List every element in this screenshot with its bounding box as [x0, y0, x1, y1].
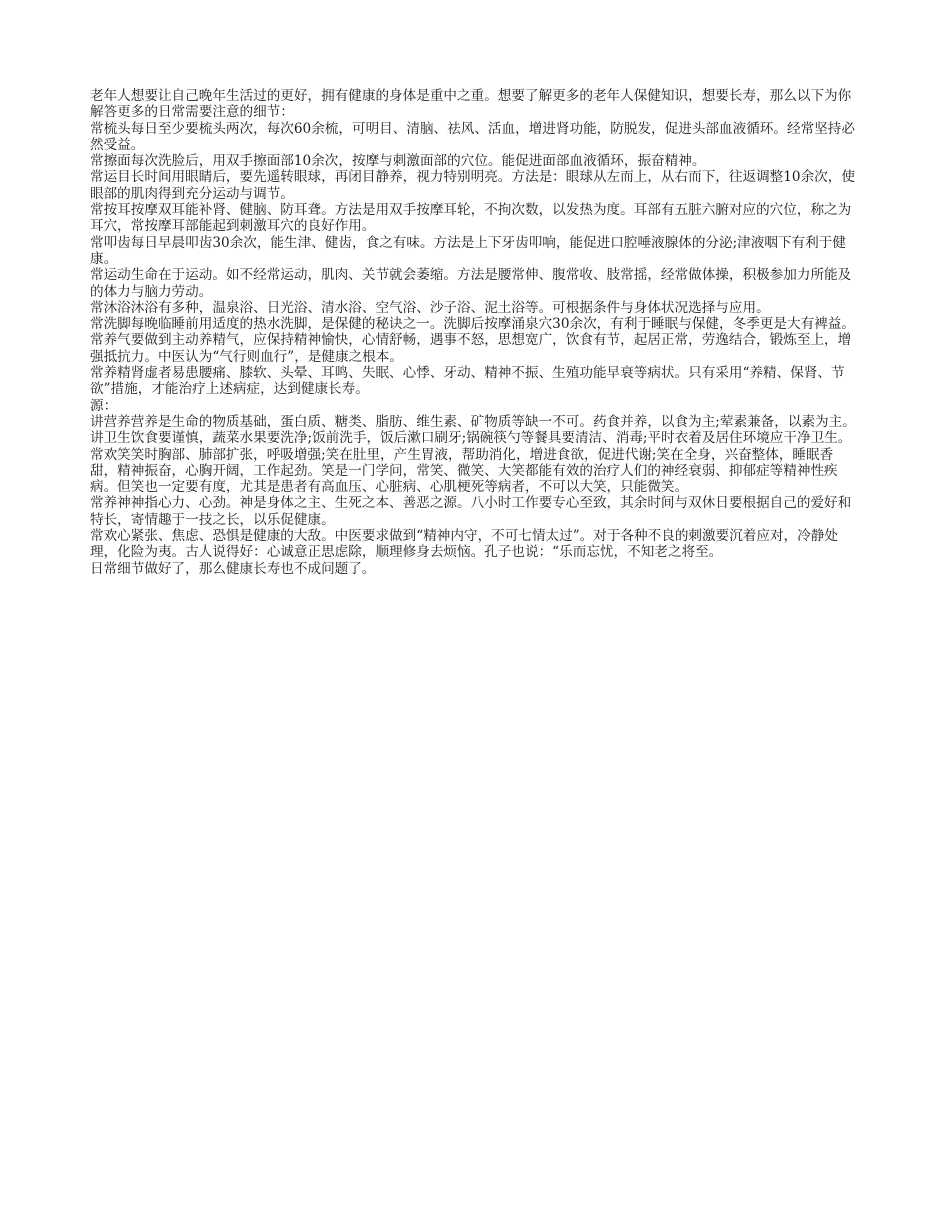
paragraph-bathing: 常沐浴沐浴有多种，温泉浴、日光浴、清水浴、空气浴、沙子浴、泥土浴等。可根据条件与身体状况选择与应用。 — [90, 299, 770, 316]
paragraph-nourish-essence: 常养精肾虚者易患腰痛、膝软、头晕、耳鸣、失眠、心悸、牙动、精神不振、生殖功能早衰等病状。只有采用“养精、保肾、节欲”措施，才能治疗上述病症，达到健康长寿。 — [90, 365, 845, 398]
paragraph-eye-exercise: 常运目长时间用眼睛后，要先遥转眼球，再闭目静养，视力特别明亮。方法是：眼球从左而上，从右而下，往返调整10余次，使眼部的肌肉得到充分运动与调节。 — [90, 169, 855, 202]
paragraph-teeth-tapping: 常叩齿每日早晨叩齿30余次，能生津、健齿，食之有味。方法是上下牙齿叩响，能促进口腔唾液腺体的分泌;津液咽下有利于健康。 — [90, 234, 846, 267]
paragraph-nourish-qi: 常养气要做到主动养精气，应保持精神愉快，心情舒畅，遇事不怒，思想宽广，饮食有节，起居正常，劳逸结合，锻炼至上，增强抵抗力。中医认为“气行则血行”，是健康之根本。 — [90, 332, 852, 365]
paragraph-nourish-spirit: 常养神神指心力、心劲。神是身体之主、生死之本、善恶之源。八小时工作要专心至致，其余时间与双休日要根据自己的爱好和特长，寄情趣于一技之长，以乐促健康。 — [90, 495, 852, 528]
paragraph-rub-face: 常擦面每次洗脸后，用双手擦面部10余次，按摩与刺激面部的穴位。能促进面部血液循环，振奋精神。 — [90, 153, 706, 170]
paragraph-intro: 老年人想要让自己晚年生活过的更好，拥有健康的身体是重中之重。想要了解更多的老年人保健知识，想要长寿，那么以下为你解答更多的日常需要注意的细节： — [90, 88, 852, 121]
paragraph-conclusion: 日常细节做好了，那么健康长寿也不成问题了。 — [90, 560, 376, 577]
paragraph-happy-heart: 常欢心紧张、焦虑、恐惧是健康的大敌。中医要求做到“精神内守，不可七情太过”。对于各种不良的刺激要沉着应对，冷静处理，化险为夷。古人说得好：心诚意正思虑除，顺理修身去烦恼。孔子也说：“乐而忘忧，不知老之将至。 — [90, 528, 838, 561]
article-body — [90, 88, 860, 577]
paragraph-laughter: 常欢笑笑时胸部、肺部扩张，呼吸增强;笑在肚里，产生胃液，帮助消化，增进食欲，促进代谢;笑在全身，兴奋整体，睡眠香甜，精神振奋，心胸开阔，工作起劲。笑是一门学问，常笑、微笑、大笑都能有效的治疗人们的神经衰弱、抑郁症等精神性疾病。但笑也一定要有度，尤其是患者有高血压、心脏病、心肌梗死等病者，不可以大笑，只能微笑。 — [90, 446, 838, 496]
paragraph-exercise: 常运动生命在于运动。如不经常运动，肌肉、关节就会萎缩。方法是腰常伸、腹常收、肢常摇，经常做体操，积极参加力所能及的体力与脑力劳动。 — [90, 267, 852, 300]
paragraph-comb-hair: 常梳头每日至少要梳头两次，每次60余梳，可明目、清脑、祛风、活血，增进肾功能，防脱发，促进头部血液循环。经常坚持必然受益。 — [90, 120, 855, 153]
paragraph-source-label: 源： — [90, 397, 118, 414]
paragraph-hygiene: 讲卫生饮食要谨慎，蔬菜水果要洗净;饭前洗手，饭后漱口刷牙;锅碗筷勺等餐具要清洁、消毒;平时衣着及居住环境应干净卫生。 — [90, 430, 852, 447]
paragraph-foot-washing: 常洗脚每晚临睡前用适度的热水洗脚，是保健的秘诀之一。洗脚后按摩涌泉穴30余次，有利于睡眠与保健，冬季更是大有裨益。 — [90, 316, 855, 333]
paragraph-nutrition: 讲营养营养是生命的物质基础，蛋白质、糖类、脂肪、维生素、矿物质等缺一不可。药食并养，以食为主;荤素兼备，以素为主。 — [90, 413, 856, 430]
paragraph-ear-massage: 常按耳按摩双耳能补肾、健脑、防耳聋。方法是用双手按摩耳轮，不拘次数，以发热为度。耳部有五脏六腑对应的穴位，称之为耳穴，常按摩耳部能起到刺激耳穴的良好作用。 — [90, 202, 852, 235]
